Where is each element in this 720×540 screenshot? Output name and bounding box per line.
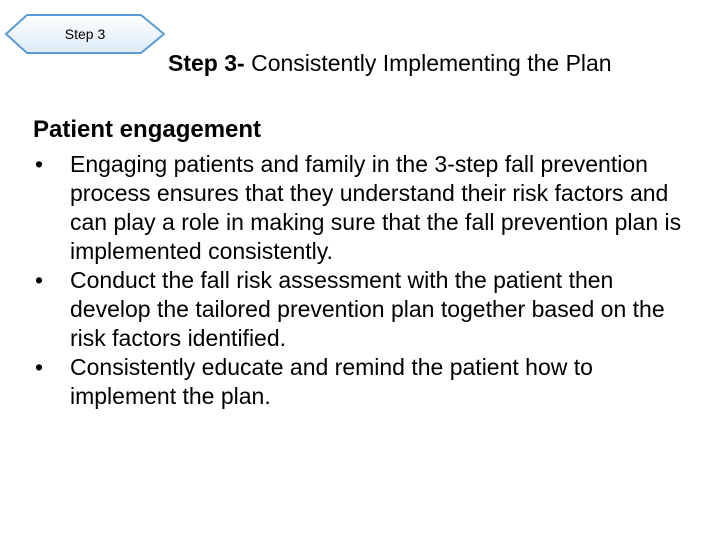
bullet-item — [30, 150, 690, 266]
section-heading: Patient engagement — [33, 116, 262, 143]
bullet-text: Conduct the fall risk assessment with the patient then develop the tailored prevention plan together based on the risk factors identified. — [70, 267, 665, 351]
bullet-marker: • — [35, 354, 44, 380]
bullet-item — [30, 266, 690, 353]
title-lead: Step 3- — [168, 50, 245, 76]
title-rest: Consistently Implementing the Plan — [244, 50, 612, 76]
badge-label: Step 3 — [64, 26, 106, 42]
bullet-text: Engaging patients and family in the 3-step fall prevention process ensures that they understand their risk factors and can play a role in making sure that the fall prevention plan is implemented consistently. — [70, 151, 682, 264]
bullet-marker: • — [35, 267, 44, 293]
bullet-text: Consistently educate and remind the patient how to implement the plan. — [70, 354, 593, 409]
step-badge — [3, 12, 167, 58]
bullet-list — [30, 150, 690, 411]
bullet-item — [30, 353, 690, 411]
bullet-marker: • — [35, 151, 44, 177]
slide-title — [168, 50, 720, 77]
